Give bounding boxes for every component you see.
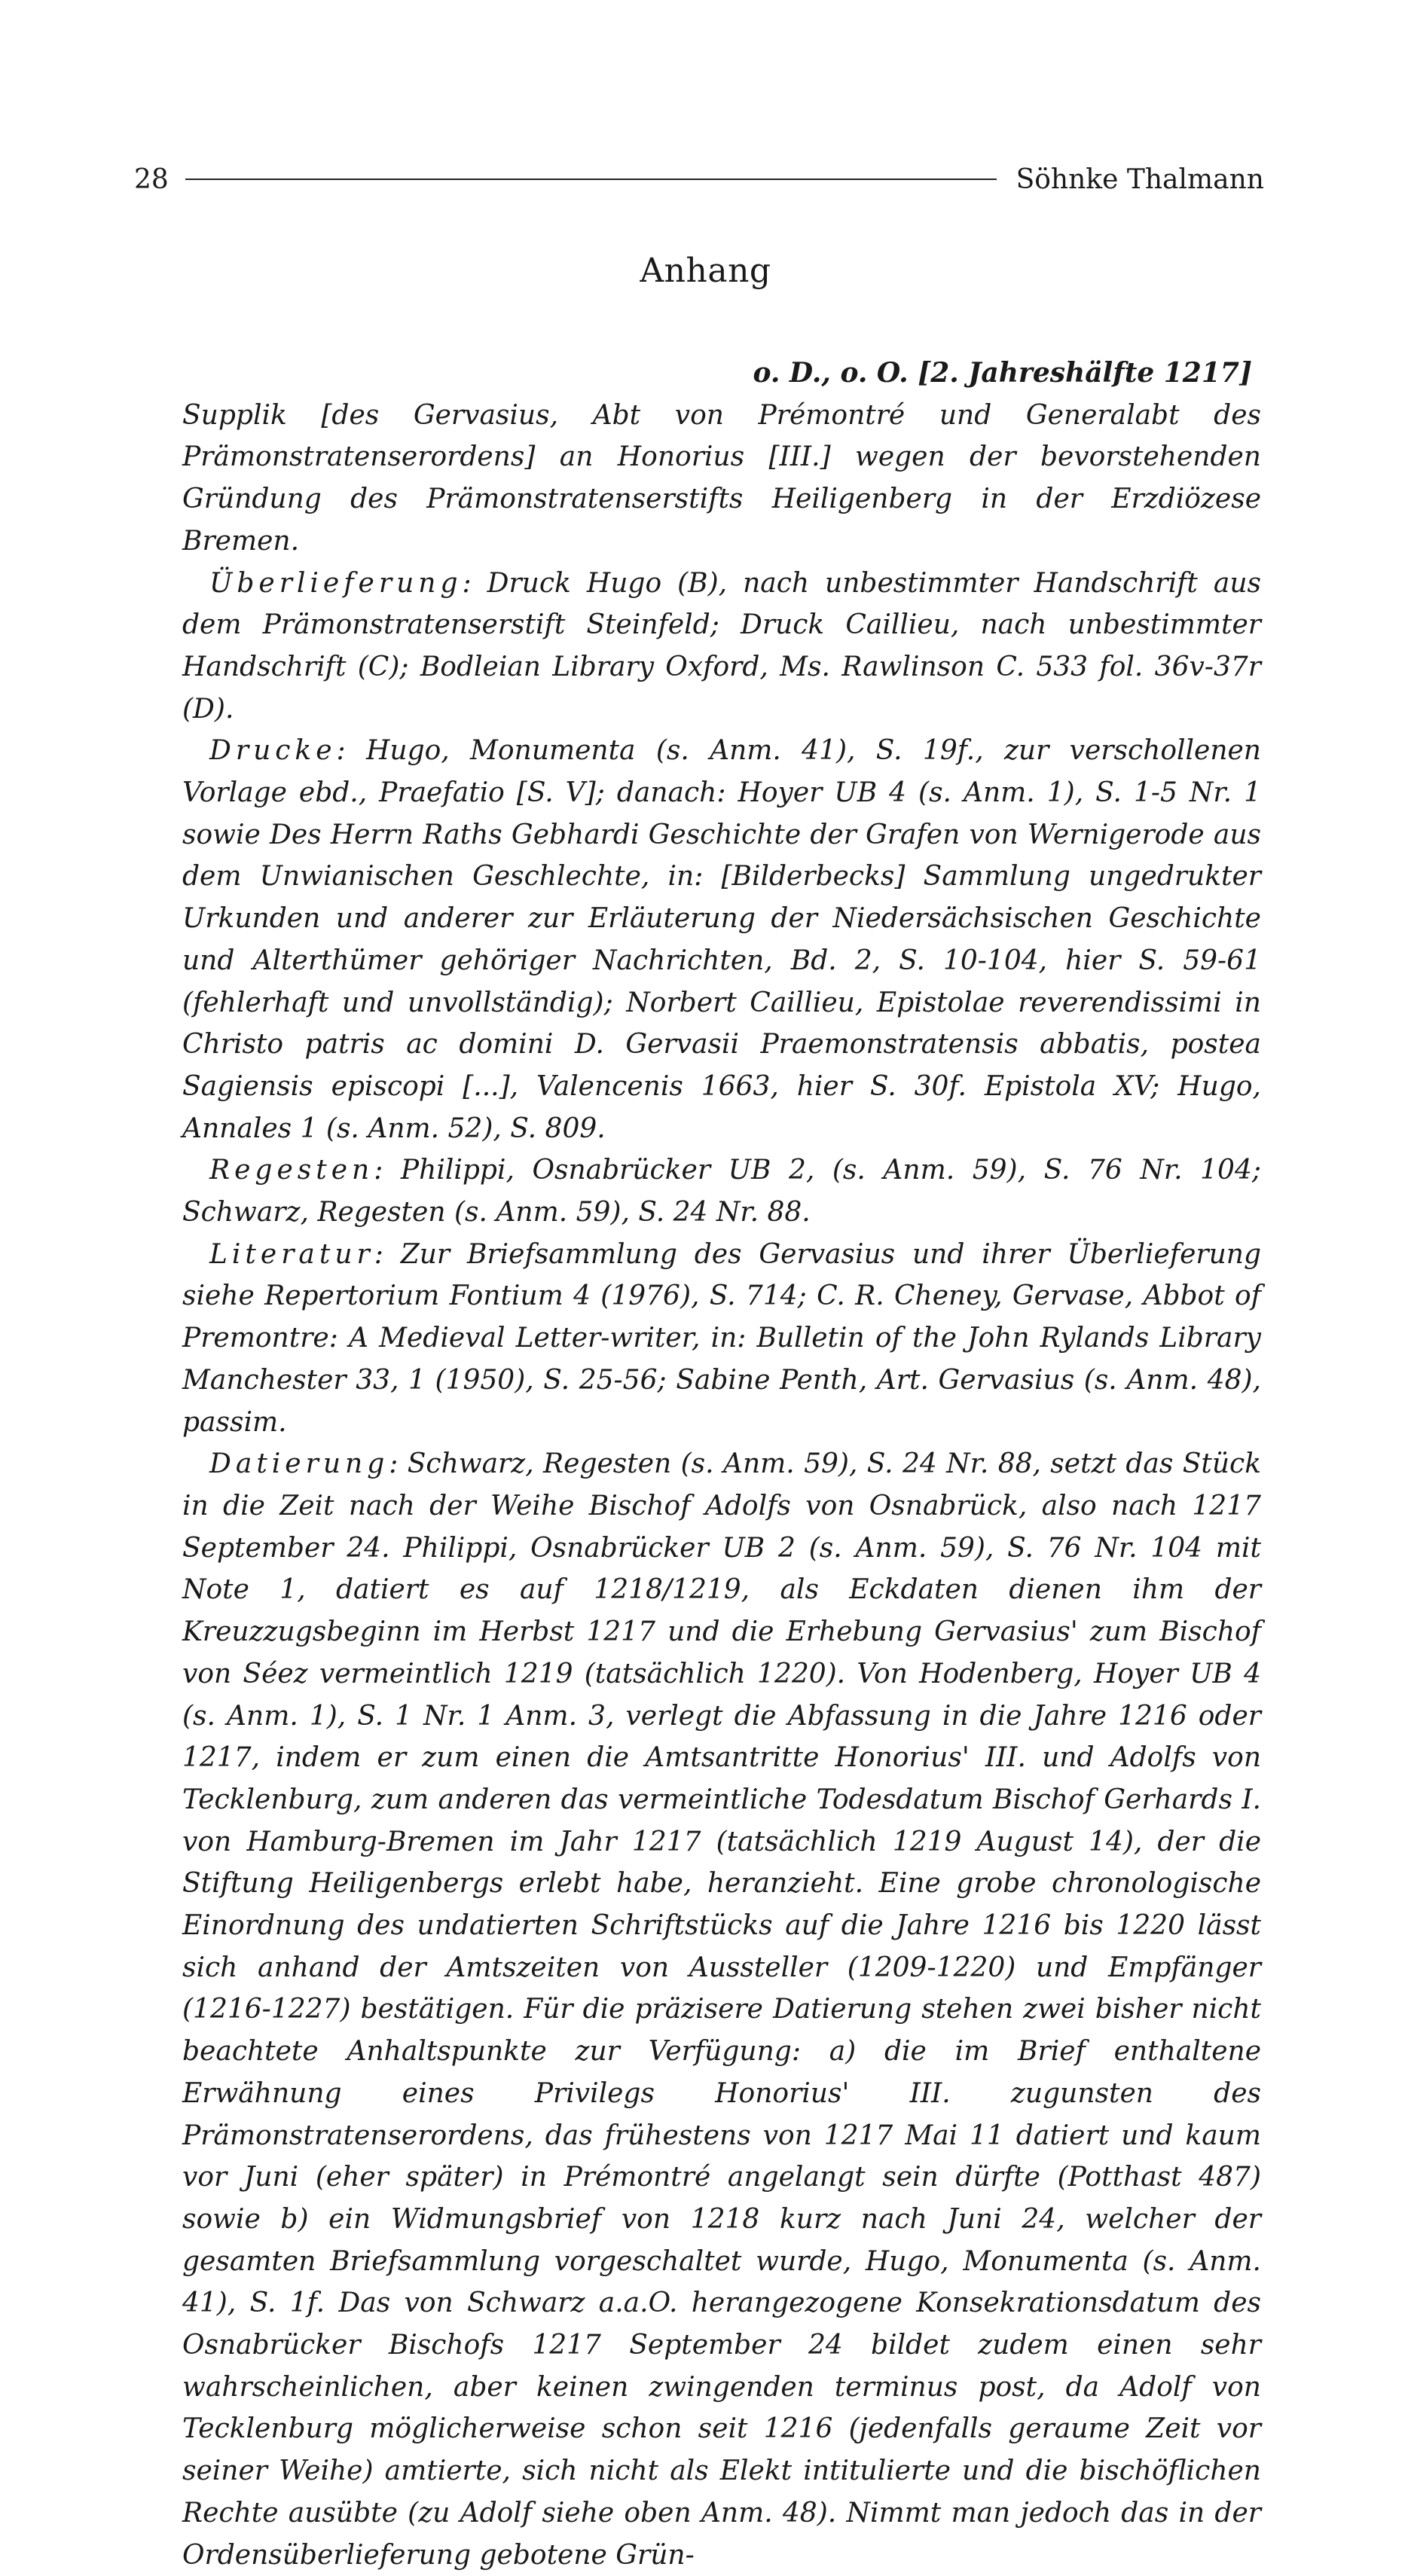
section-label: Literatur xyxy=(209,1238,374,1270)
section-regesten: Regesten: Philippi, Osnabrücker UB 2, (s. Anm. 59), S. 76 Nr. 104; Schwarz, Regesten (s. Anm. 59), S. 24 Nr. 88. xyxy=(182,1155,1261,1228)
date-line: o. D., o. O. [2. Jahreshälfte 1217] xyxy=(753,357,1252,389)
section-text: Zur Briefsammlung des Gervasius und ihrer Überlieferung siehe Repertorium Fontium 4 (1976), S. 714; C. R. Cheney, Gervase, Abbot of Premontre: A Medieval Letter-writer, in: Bulletin of the John Rylands Library Manchester 33, 1 (1950), S. 25-56; Sabine Penth, Art. Gervasius (s. Anm. 48), passim. xyxy=(182,1238,1261,1438)
section-ueberlieferung: Überlieferung: Druck Hugo (B), nach unbestimmter Handschrift aus dem Prämonstratenserstift Steinfeld; Druck Caillieu, nach unbestimmter Handschrift (C); Bodleian Library Oxford, Ms. Rawlinson C. 533 fol. 36v-37r (D). xyxy=(182,567,1262,725)
document-body xyxy=(182,353,1261,2576)
section-label: Überlieferung xyxy=(209,567,463,599)
section-drucke: Drucke: Hugo, Monumenta (s. Anm. 41), S. 19f., zur verschollenen Vorlage ebd., Praefatio [S. V]; danach: Hoyer UB 4 (s. Anm. 1), S. 1-5 Nr. 1 sowie Des Herrn Raths Gebhardi Geschichte der Grafen von Wernigerode aus dem Unwianischen Geschlechte, in: [Bilderbecks] Sammlung ungedrukter Urkunden und anderer zur Erläuterung der Niedersächsischen Geschichte und Alterthümer gehöriger Nachrichten, Bd. 2, S. 10-104, hier S. 59-61 (fehlerhaft und unvollständig); Norbert Caillieu, Epistolae reverendissimi in Christo patris ac domini D. Gervasii Praemonstratensis abbatis, postea Sagiensis episcopi [...], Valencenis 1663, hier S. 30f. Epistola XV; Hugo, Annales 1 (s. Anm. 52), S. 809. xyxy=(182,735,1261,1144)
section-text: Hugo, Monumenta (s. Anm. 41), S. 19f., zur verschollenen Vorlage ebd., Praefatio [S. V]; danach: Hoyer UB 4 (s. Anm. 1), S. 1-5 Nr. 1 sowie Des Herrn Raths Gebhardi Geschichte der Grafen von Wernigerode aus dem Unwianischen Geschlechte, in: [Bilderbecks] Sammlung ungedrukter Urkunden und anderer zur Erläuterung der Niedersächsischen Geschichte und Alterthümer gehöriger Nachrichten, Bd. 2, S. 10-104, hier S. 59-61 (fehlerhaft und unvollständig); Norbert Caillieu, Epistolae reverendissimi in Christo patris ac domini D. Gervasii Praemonstratensis abbatis, postea Sagiensis episcopi [...], Valencenis 1663, hier S. 30f. Epistola XV; Hugo, Annales 1 (s. Anm. 52), S. 809. xyxy=(182,735,1261,1144)
section-label: Regesten xyxy=(209,1155,374,1186)
running-author: Söhnke Thalmann xyxy=(1015,163,1264,195)
page-number: 28 xyxy=(134,163,169,195)
summary-paragraph: Supplik [des Gervasius, Abt von Prémontré und Generalabt des Prämonstratenserordens] an Honorius [III.] wegen der bevorstehenden Gründung des Prämonstratenserstifts Heiligenberg in der Erzdiözese Bremen. xyxy=(182,399,1261,557)
section-title: Anhang xyxy=(640,252,771,290)
section-text: Schwarz, Regesten (s. Anm. 59), S. 24 Nr. 88, setzt das Stück in die Zeit nach der Weihe Bischof Adolfs von Osnabrück, also nach 1217 September 24. Philippi, Osnabrücker UB 2 (s. Anm. 59), S. 76 Nr. 104 mit Note 1, datiert es auf 1218/1219, als Eckdaten dienen ihm der Kreuzzugsbeginn im Herbst 1217 und die Erhebung Gervasius' zum Bischof von Séez vermeintlich 1219 (tatsächlich 1220). Von Hodenberg, Hoyer UB 4 (s. Anm. 1), S. 1 Nr. 1 Anm. 3, verlegt die Abfassung in die Jahre 1216 oder 1217, indem er zum einen die Amtsantritte Honorius' III. und Adolfs von Tecklenburg, zum anderen das vermeintliche Todesdatum Bischof Gerhards I. von Hamburg-Bremen im Jahr 1217 (tatsächlich 1219 August 14), der die Stiftung Heiligenbergs erlebt habe, heranzieht. Eine grobe chronologische Einordnung des undatierten Schriftstücks auf die Jahre 1216 bis 1220 lässt sich anhand der Amtszeiten von Aussteller (1209-1220) und Empfänger (1216-1227) bestätigen. Für die präzisere Datierung stehen zwei bisher nicht beachtete Anhaltspunkte zur Verfügung: a) die im Brief enthaltene Erwähnung eines Privilegs Honorius' III. zugunsten des Prämonstratenserordens, das frühestens von 1217 Mai 11 datiert und kaum vor Juni (eher später) in Prémontré angelangt sein dürfte (Potthast 487) sowie b) ein Widmungsbrief von 1218 kurz nach Juni 24, welcher der gesamten Briefsammlung vorgeschaltet wurde, Hugo, Monumenta (s. Anm. 41), S. 1f. Das von Schwarz a.a.O. herangezogene Konsekrationsdatum des Osnabrücker Bischofs 1217 September 24 bildet zudem einen sehr wahrscheinlichen, aber keinen zwingenden terminus post, da Adolf von Tecklenburg möglicherweise schon seit 1216 (jedenfalls geraume Zeit vor seiner Weihe) amtierte, sich nicht als Elekt intitulierte und die bischöflichen Rechte ausübte (zu Adolf siehe oben Anm. 48). Nimmt man jedoch das in der Ordensüberlieferung gebotene Grün- xyxy=(182,1448,1262,2571)
header-rule xyxy=(185,179,997,180)
running-header xyxy=(134,160,1264,199)
section-text: Druck Hugo (B), nach unbestimmter Handschrift aus dem Prämonstratenserstift Steinfeld; Druck Caillieu, nach unbestimmter Handschrift (C); Bodleian Library Oxford, Ms. Rawlinson C. 533 fol. 36v-37r (D). xyxy=(182,567,1262,725)
section-label: Drucke xyxy=(209,735,337,767)
section-datierung: Datierung: Schwarz, Regesten (s. Anm. 59), S. 24 Nr. 88, setzt das Stück in die Zeit nach der Weihe Bischof Adolfs von Osnabrück, also nach 1217 September 24. Philippi, Osnabrücker UB 2 (s. Anm. 59), S. 76 Nr. 104 mit Note 1, datiert es auf 1218/1219, als Eckdaten dienen ihm der Kreuzzugsbeginn im Herbst 1217 und die Erhebung Gervasius' zum Bischof von Séez vermeintlich 1219 (tatsächlich 1220). Von Hodenberg, Hoyer UB 4 (s. Anm. 1), S. 1 Nr. 1 Anm. 3, verlegt die Abfassung in die Jahre 1216 oder 1217, indem er zum einen die Amtsantritte Honorius' III. und Adolfs von Tecklenburg, zum anderen das vermeintliche Todesdatum Bischof Gerhards I. von Hamburg-Bremen im Jahr 1217 (tatsächlich 1219 August 14), der die Stiftung Heiligenbergs erlebt habe, heranzieht. Eine grobe chronologische Einordnung des undatierten Schriftstücks auf die Jahre 1216 bis 1220 lässt sich anhand der Amtszeiten von Aussteller (1209-1220) und Empfänger (1216-1227) bestätigen. Für die präzisere Datierung stehen zwei bisher nicht beachtete Anhaltspunkte zur Verfügung: a) die im Brief enthaltene Erwähnung eines Privilegs Honorius' III. zugunsten des Prämonstratenserordens, das frühestens von 1217 Mai 11 datiert und kaum vor Juni (eher später) in Prémontré angelangt sein dürfte (Potthast 487) sowie b) ein Widmungsbrief von 1218 kurz nach Juni 24, welcher der gesamten Briefsammlung vorgeschaltet wurde, Hugo, Monumenta (s. Anm. 41), S. 1f. Das von Schwarz a.a.O. herangezogene Konsekrationsdatum des Osnabrücker Bischofs 1217 September 24 bildet zudem einen sehr wahrscheinlichen, aber keinen zwingenden terminus post, da Adolf von Tecklenburg möglicherweise schon seit 1216 (jedenfalls geraume Zeit vor seiner Weihe) amtierte, sich nicht als Elekt intitulierte und die bischöflichen Rechte ausübte (zu Adolf siehe oben Anm. 48). Nimmt man jedoch das in der Ordensüberlieferung gebotene Grün- xyxy=(182,1448,1262,2571)
section-label: Datierung xyxy=(209,1448,389,1480)
section-literatur: Literatur: Zur Briefsammlung des Gervasius und ihrer Überlieferung siehe Repertorium Fontium 4 (1976), S. 714; C. R. Cheney, Gervase, Abbot of Premontre: A Medieval Letter-writer, in: Bulletin of the John Rylands Library Manchester 33, 1 (1950), S. 25-56; Sabine Penth, Art. Gervasius (s. Anm. 48), passim. xyxy=(182,1238,1261,1438)
section-text: Philippi, Osnabrücker UB 2, (s. Anm. 59), S. 76 Nr. 104; Schwarz, Regesten (s. Anm. 59), S. 24 Nr. 88. xyxy=(182,1155,1261,1228)
